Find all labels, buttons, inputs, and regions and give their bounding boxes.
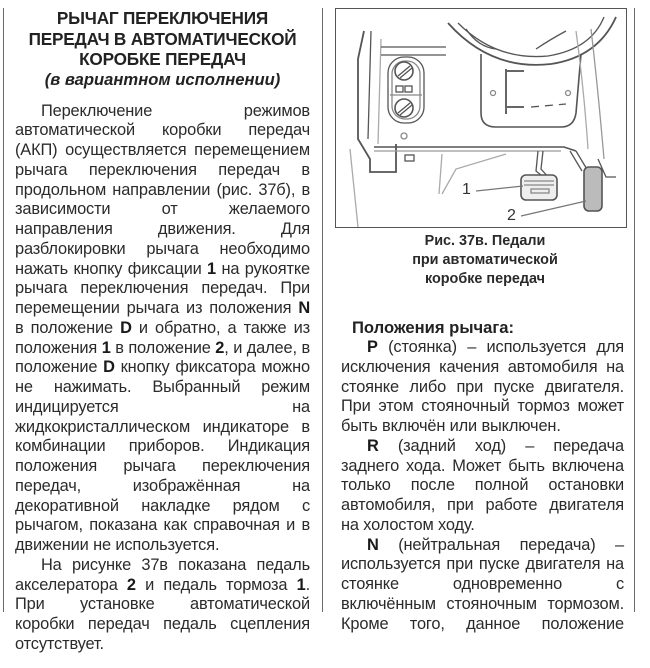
paragraph-pedals	[15, 556, 310, 655]
caption-line: коробке передач	[424, 271, 546, 287]
position-p	[341, 338, 624, 437]
column-divider-rule	[322, 8, 323, 612]
text-run: и педаль тормоза	[135, 575, 297, 594]
position-key: R	[367, 436, 379, 455]
text-run: (стоянка) – используется для исключения качения автомобиля на стоянке либо при пуске двигателя. При этом стояночный тормоз может быть включён или выключен.	[341, 338, 624, 435]
bold-ref: 1	[207, 259, 216, 278]
bold-ref: 1	[101, 338, 111, 357]
position-key: P	[367, 338, 378, 356]
title-line: ПЕРЕДАЧ В АВТОМАТИЧЕСКОЙ	[28, 28, 297, 49]
text-run: в положение	[15, 318, 121, 337]
caption-line: Рис. 37в. Педали	[424, 233, 546, 249]
callout-label-1: 1	[462, 181, 471, 198]
text-run: Переключение режимов автоматической коробки передач (АКП) осуществляется перемещением рычага переключения передач в продольном направлении (рис. 37б), в зависимости от желаемого направления движения. Для разблокировки рычага необходимо нажать кнопку фиксации	[15, 101, 310, 278]
bold-ref: 2	[126, 575, 136, 594]
bold-ref: N	[298, 299, 310, 317]
pedals-illustration	[336, 9, 626, 227]
section-title	[15, 8, 310, 70]
text-run: . При установке автоматической коробки передач педаль сцепления отсутствует.	[15, 575, 310, 653]
bold-ref: 1	[296, 575, 306, 594]
text-run: кнопку фиксатора можно не нажимать. Выбранный режим индицируется на жидкокристаллическом индикаторе в комбинации приборов. Индикация положения рычага переключения передач, изображённая на декоративной накладке рядом с рычагом, показана как справочная и в движении не используется.	[15, 358, 310, 554]
text-run: (задний ход) – передача заднего хода. Может быть включена только после полной остановки автомобиля, при работе двигателя на холостом ходу.	[341, 436, 624, 534]
figure-pedals	[335, 8, 627, 228]
text-run: , и далее, в положение	[15, 338, 311, 377]
position-key: N	[367, 535, 379, 554]
section-subtitle: (в вариантном исполнении)	[44, 69, 281, 89]
right-column-rule	[634, 8, 635, 612]
bold-ref: 2	[215, 338, 225, 357]
paragraph-gear-shift	[15, 102, 310, 556]
text-run: На рисунке 37в показана педаль акселератора	[15, 555, 310, 594]
title-line: РЫЧАГ ПЕРЕКЛЮЧЕНИЯ	[56, 8, 269, 28]
text-run: (нейтральная передача) – используется при пуске двигателя на стоянке одновременно с включённым стояночным тормозом. Кроме того, данное положение	[341, 535, 624, 633]
caption-line: при автоматической	[412, 252, 558, 268]
left-column	[15, 8, 310, 655]
text-run: на рукоятке рычага переключения передач. При перемещении рычага из положения	[15, 259, 310, 317]
bold-ref: D	[103, 358, 115, 377]
left-column-rule	[3, 8, 4, 612]
title-line: КОРОБКЕ ПЕРЕДАЧ	[79, 49, 246, 69]
bold-ref: D	[120, 318, 132, 337]
position-r	[341, 437, 624, 536]
right-column	[341, 318, 624, 634]
figure-caption	[340, 232, 630, 289]
position-n	[341, 536, 624, 635]
lever-positions-heading: Положения рычага:	[352, 318, 515, 337]
callout-label-2: 2	[507, 207, 516, 224]
text-run: в положение	[110, 338, 216, 357]
text-run: и обратно, а также из положения	[15, 318, 310, 357]
